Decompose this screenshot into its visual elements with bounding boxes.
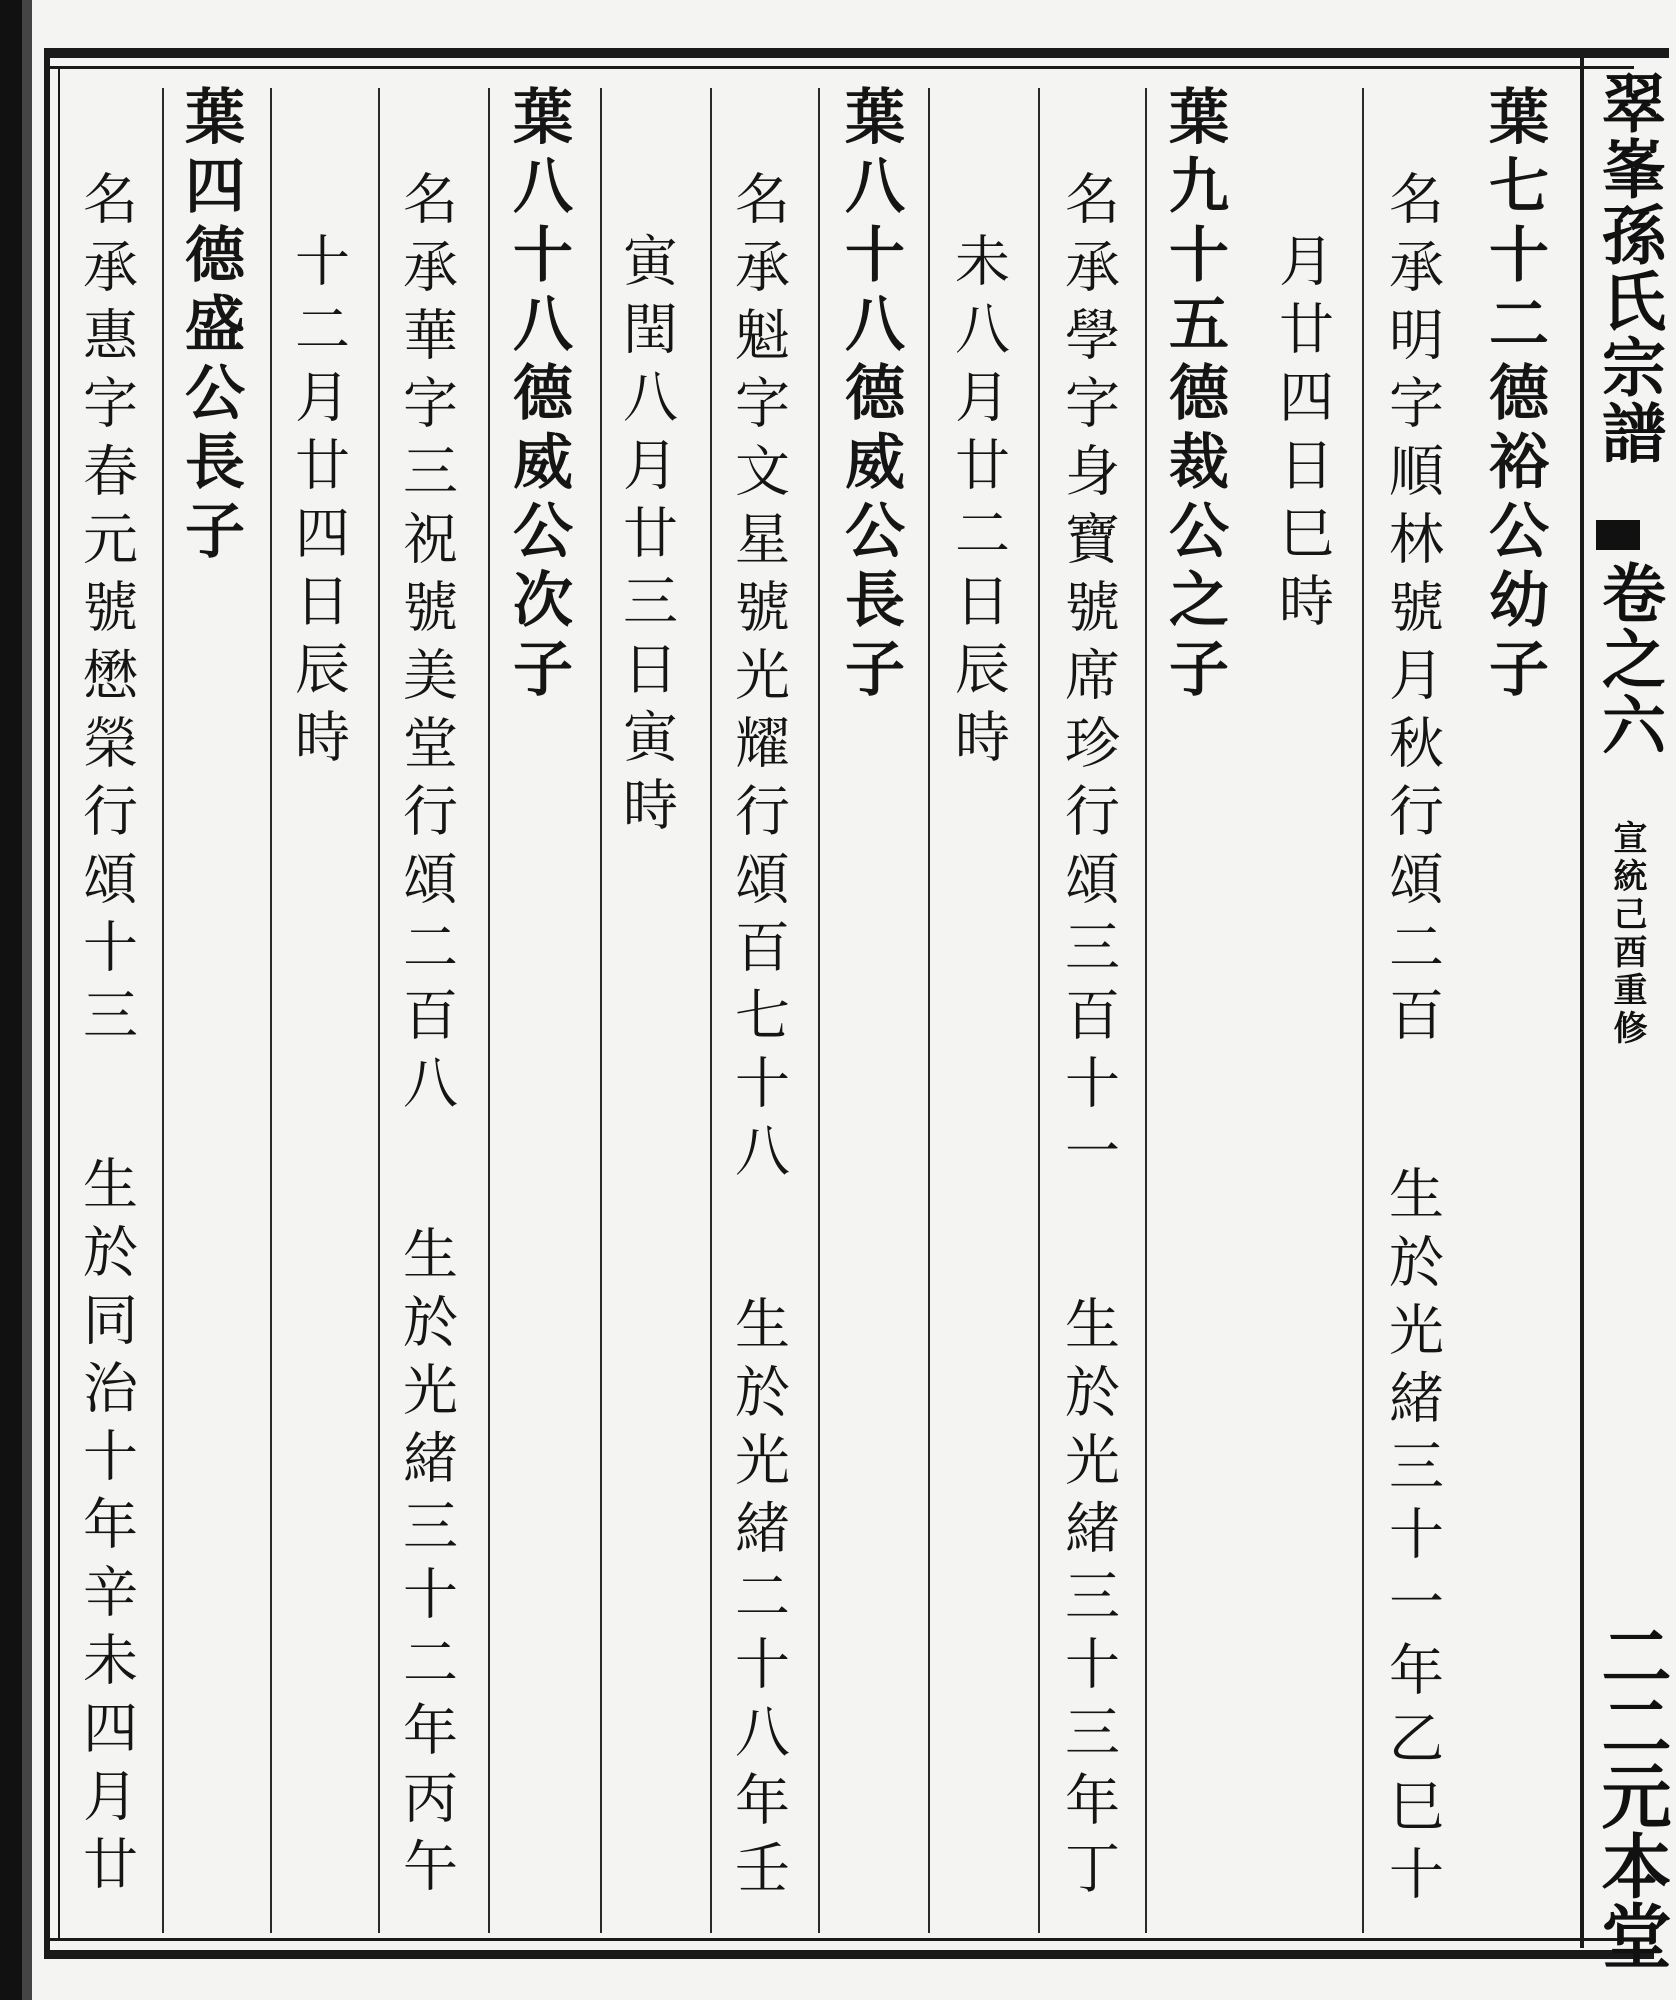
entry-name-line: 名承華字三祝號美堂行頌二百八 xyxy=(394,170,458,1122)
entry-birth-line: 生於光緒三十二年丙午 xyxy=(394,1225,458,1905)
column-rule xyxy=(162,88,164,1933)
entry-birth-line: 生於同治十年辛未四月廿 xyxy=(74,1155,138,1903)
edition-label: 宣統己酉重修 xyxy=(1607,820,1647,1048)
frame-left-border xyxy=(44,48,50,1958)
column-rule xyxy=(1145,88,1147,1933)
fishtail-mark xyxy=(1596,520,1640,550)
column-rule xyxy=(710,88,712,1933)
entry-birth-cont: 十二月廿四日辰時 xyxy=(286,232,350,776)
entry-birth-cont: 寅閏八月廿三日寅時 xyxy=(614,232,678,844)
column-rule xyxy=(600,88,602,1933)
entry-heading: 葉七十二德裕公幼子 xyxy=(1479,85,1549,706)
frame-bottom-border xyxy=(44,1950,1654,1959)
entry-birth-cont: 未八月廿二日辰時 xyxy=(946,232,1010,776)
entry-name-line: 名承明字順林號月秋行頌二百 xyxy=(1380,170,1444,1054)
column-rule xyxy=(1038,88,1040,1933)
entry-heading: 葉九十五德裁公之子 xyxy=(1159,85,1229,706)
entry-name-line: 名承學字身寶號席珍行頌三百十一 xyxy=(1056,170,1120,1190)
frame-bottom-inner-border xyxy=(44,1938,1634,1941)
frame-right-border xyxy=(1580,58,1584,1948)
book-title: 翠峯孫氏宗譜 xyxy=(1591,70,1666,466)
entry-birth-line: 生於光緒三十三年丁 xyxy=(1056,1295,1120,1907)
page-number-hall: 二二元本堂 xyxy=(1590,1620,1673,1970)
entry-heading: 葉八十八德威公次子 xyxy=(503,85,573,706)
entry-name-line: 名承惠字春元號懋榮行頌十三 xyxy=(74,170,138,1054)
frame-top-border xyxy=(44,48,1669,58)
frame-left-inner-border xyxy=(58,66,60,1941)
column-rule xyxy=(1362,88,1364,1933)
column-rule xyxy=(378,88,380,1933)
entry-birth-line: 生於光緒三十一年乙巳十 xyxy=(1380,1165,1444,1913)
entry-name-line: 名承魁字文星號光耀行頌百七十八 xyxy=(726,170,790,1190)
entry-birth-cont: 月廿四日巳時 xyxy=(1270,232,1334,640)
column-rule xyxy=(488,88,490,1933)
entry-birth-line: 生於光緒二十八年壬 xyxy=(726,1295,790,1907)
column-rule xyxy=(928,88,930,1933)
volume-label: 卷之六 xyxy=(1591,560,1666,758)
scan-edge-shadow xyxy=(22,0,32,2000)
column-rule xyxy=(270,88,272,1933)
scan-edge xyxy=(0,0,22,2000)
entry-heading: 葉四德盛公長子 xyxy=(175,85,245,568)
column-rule xyxy=(818,88,820,1933)
entry-heading: 葉八十八德威公長子 xyxy=(835,85,905,706)
frame-top-inner-border xyxy=(44,66,1634,69)
